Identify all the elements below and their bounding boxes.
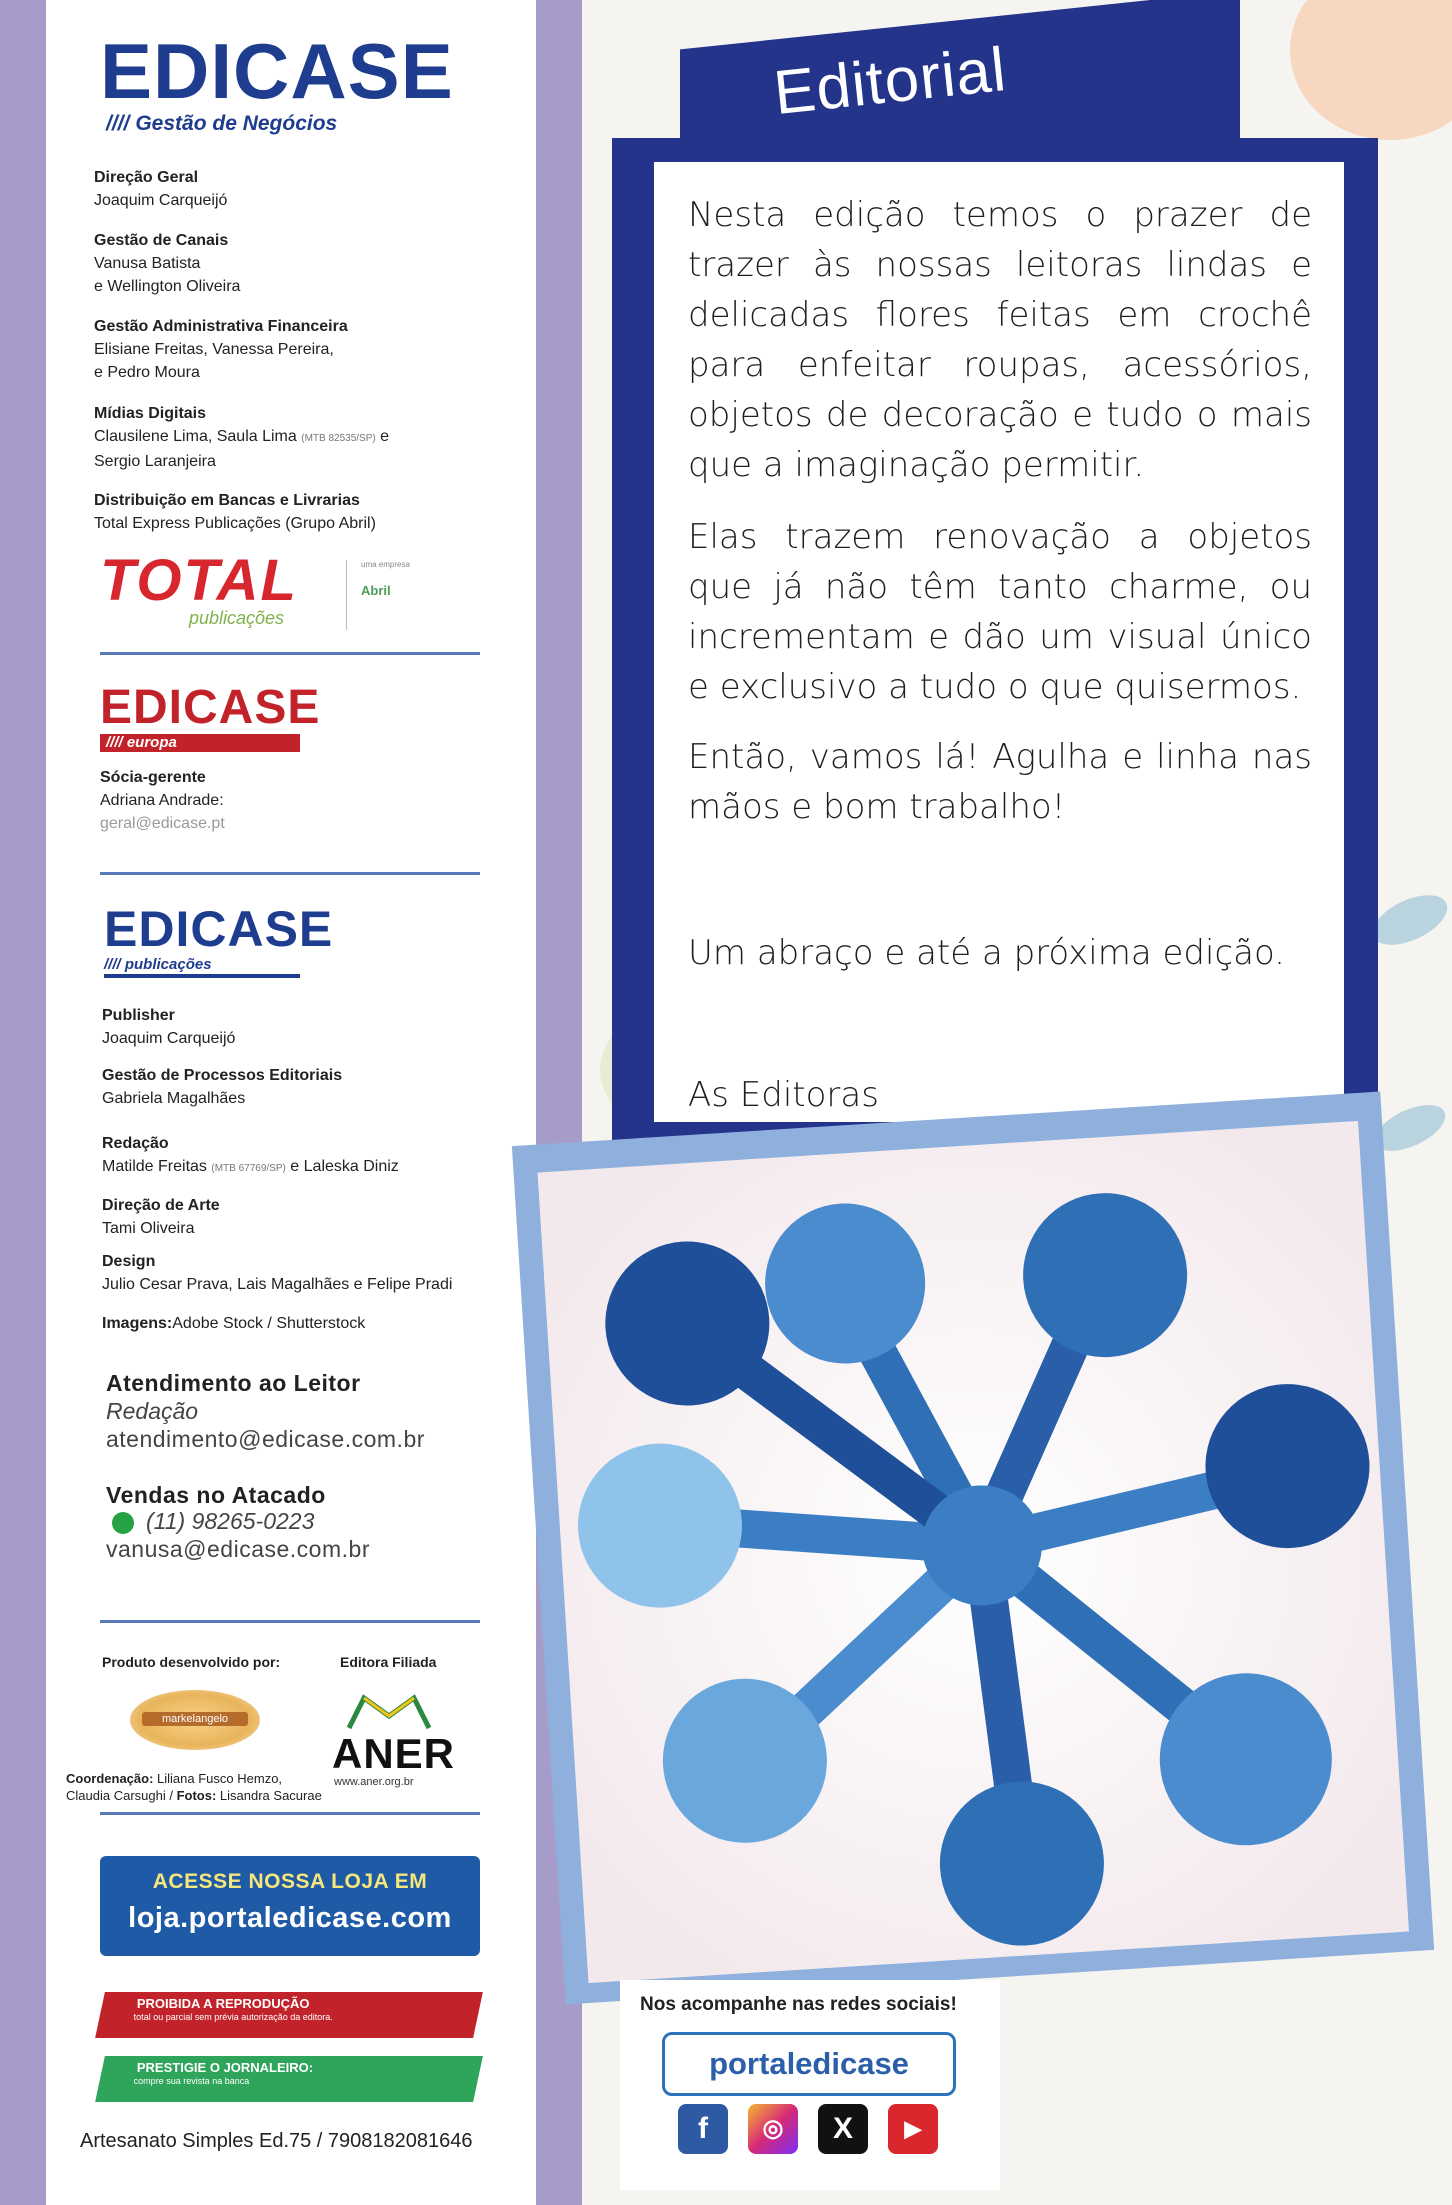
editorial-title: Editorial xyxy=(770,35,1010,129)
editorial-paragraph-2: Elas trazem renovação a objetos que já não têm tanto charme, ou incrementam e dão um visual único e exclusivo a tudo o que quisermos. xyxy=(688,517,1312,707)
edicase-logo-tag: //// Gestão de Negócios xyxy=(106,112,338,135)
markelangelo-logo: markelangelo xyxy=(130,1690,260,1750)
issue-barcode-text: Artesanato Simples Ed.75 / 7908182081646 xyxy=(80,2130,473,2152)
credit-design: Design Julio Cesar Prava, Lais Magalhães e Felipe Pradi xyxy=(102,1253,453,1293)
social-label: Nos acompanhe nas redes sociais! xyxy=(640,1994,957,2015)
reader-service-sub: Redação xyxy=(106,1398,199,1424)
section-divider xyxy=(100,1812,480,1815)
left-border-stripe xyxy=(0,0,46,2205)
edicase-logo-word: EDICASE xyxy=(100,27,454,115)
affiliated-label: Editora Filiada xyxy=(340,1654,437,1670)
social-handle-button[interactable]: portaledicase xyxy=(662,2032,956,2096)
no-reproduction-ribbon: PROIBIDA A REPRODUÇÃO total ou parcial sem prévia autorização da editora. xyxy=(95,1992,483,2038)
wholesale-title: Vendas no Atacado xyxy=(106,1482,326,1508)
instagram-icon[interactable]: ◎ xyxy=(748,2104,798,2154)
wholesale-email[interactable]: vanusa@edicase.com.br xyxy=(106,1536,370,1562)
credit-processos-editoriais: Gestão de Processos Editoriais Gabriela Magalhães xyxy=(102,1067,343,1107)
credit-midias-digitais: Mídias Digitais Clausilene Lima, Saula Lima (MTB 82535/SP) e Sergio Laranjeira xyxy=(94,405,390,470)
abril-logo: uma empresa Abril xyxy=(346,560,421,630)
edicase-publicacoes-logo: EDICASE //// publicações xyxy=(104,904,333,978)
store-banner-line1: ACESSE NOSSA LOJA EM xyxy=(152,1870,428,1893)
credit-gestao-canais: Gestão de Canais Vanusa Batista e Wellington Oliveira xyxy=(94,232,241,295)
wholesale-phone[interactable]: (11) 98265-0223 xyxy=(146,1508,315,1534)
newsstand-ribbon: PRESTIGIE O JORNALEIRO: compre sua revista na banca xyxy=(95,2056,483,2102)
edicase-logo xyxy=(100,27,454,136)
section-divider xyxy=(100,1620,480,1623)
editorial-closing: Um abraço e até a próxima edição. xyxy=(688,933,1285,973)
editorial-paragraph-3: Então, vamos lá! Agulha e linha nas mãos e bom trabalho! xyxy=(688,737,1312,827)
total-publicacoes-logo: TOTAL publicações xyxy=(100,548,298,628)
edicase-europa-logo: EDICASE //// europa xyxy=(100,681,321,751)
editorial-signature: As Editoras xyxy=(688,1075,879,1115)
section-divider xyxy=(100,872,480,875)
facebook-icon[interactable]: f xyxy=(678,2104,728,2154)
store-banner-url: loja.portaledicase.com xyxy=(128,1902,452,1934)
whatsapp-icon xyxy=(112,1512,134,1534)
credit-socia-gerente: Sócia-gerente Adriana Andrade: geral@edicase.pt xyxy=(100,769,225,832)
x-icon[interactable]: X xyxy=(818,2104,868,2154)
credit-imagens: Imagens:Adobe Stock / Shutterstock xyxy=(102,1315,366,1332)
section-divider xyxy=(100,652,480,655)
produced-by-label: Produto desenvolvido por: xyxy=(102,1654,281,1670)
credit-gestao-financeira: Gestão Administrativa Financeira Elisiane Freitas, Vanessa Pereira, e Pedro Moura xyxy=(94,318,348,381)
store-banner-button[interactable] xyxy=(100,1856,480,1956)
aner-logo: ANER www.aner.org.br xyxy=(330,1690,450,1785)
reader-service-title: Atendimento ao Leitor xyxy=(106,1370,361,1396)
credit-direcao-geral: Direção Geral Joaquim Carqueijó xyxy=(94,169,228,209)
credit-redacao: Redação Matilde Freitas (MTB 67769/SP) e Laleska Diniz xyxy=(102,1135,399,1175)
coordination-credit: Coordenação: Liliana Fusco Hemzo, Claudia Carsughi / Fotos: Lisandra Sacurae xyxy=(66,1771,322,1803)
credit-direcao-arte: Direção de Arte Tami Oliveira xyxy=(102,1197,220,1237)
reader-service-email[interactable]: atendimento@edicase.com.br xyxy=(106,1426,425,1452)
crochet-photo-frame xyxy=(512,1092,1434,2005)
crochet-flower-photo xyxy=(538,1121,1409,1983)
credit-publisher: Publisher Joaquim Carqueijó xyxy=(102,1007,236,1047)
youtube-icon[interactable]: ▶ xyxy=(888,2104,938,2154)
credit-distribuicao: Distribuição em Bancas e Livrarias Total Express Publicações (Grupo Abril) xyxy=(94,492,376,532)
editorial-paragraph-1: Nesta edição temos o prazer de trazer às nossas leitoras lindas e delicadas flores feitas em crochê para enfeitar roupas, acessórios, objetos de decoração e tudo o mais que a imaginação permitir. xyxy=(688,195,1312,485)
